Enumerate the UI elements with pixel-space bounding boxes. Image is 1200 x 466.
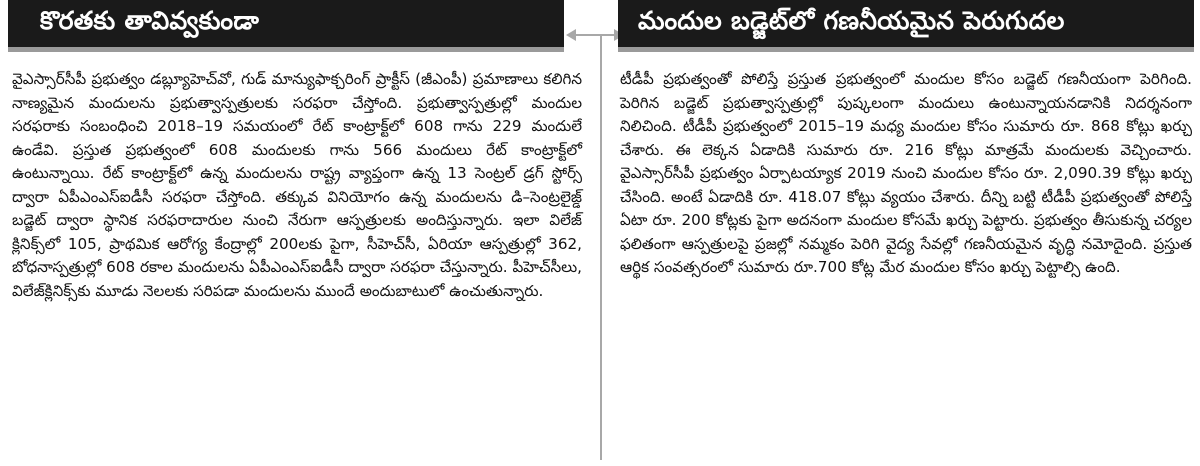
left-article-header [8,0,564,52]
arrow-left-icon [566,29,576,41]
column-divider [600,36,602,460]
left-article-body: వైఎస్సార్‌సీపీ ప్రభుత్వం డబ్ల్యూహెచ్‌వో, గుడ్ మాన్యుఫాక్చరింగ్ ప్రాక్టీస్ (జీఎంపీ) ప్రమాణాలు కలిగిన నాణ్యమైన మందులను ప్రభుత్వాస్పత్రులకు సరఫరా చేస్తోంది. ప్రభుత్వాస్పత్రుల్లో మందుల సరఫరాకు సంబంధించి 2018–19 సమయంలో రేట్ కాంట్రాక్ట్‌లో 608 గాను 229 మందులే ఉండేవి. ప్రస్తుత ప్రభుత్వంలో 608 మందులకు గాను 566 మందులు రేట్ కాంట్రాక్ట్‌లో ఉంటున్నాయి. రేట్ కాంట్రాక్ట్‌లో ఉన్న మందులను రాష్ట్ర వ్యాప్తంగా ఉన్న 13 సెంట్రల్ డ్రగ్ స్టోర్స్ ద్వారా ఏపీఎంఎస్ఐడీసీ సరఫరా చేస్తోంది. తక్కువ వినియోగం ఉన్న మందులను డి–సెంట్రలైజ్డ్ బడ్జెట్ ద్వారా స్థానిక సరఫరాదారుల నుంచి నేరుగా ఆస్పత్రులకు అందిస్తున్నారు. ఇలా విలేజ్ క్లినిక్స్‌లో 105, ప్రాథమిక ఆరోగ్య కేంద్రాల్లో 200లకు పైగా, సీహెచ్‌సీ, ఏరియా ఆస్పత్రుల్లో 362, బోధనాస్పత్రుల్లో 608 రకాల మందులను ఏపీఎంఎస్ఐడీసీ ద్వారా సరఫరా చేస్తున్నారు. పీహెచ్‌సీలు, విలేజ్‌క్లినిక్స్‌కు మూడు నెలలకు సరిపడా మందులను ముందే అందుబాటులో ఉంచుతున్నారు. [12,70,582,300]
right-article [618,0,1194,280]
right-article-heading: మందుల బడ్జెట్‌లో గణనీయమైన పెరుగుదల [638,5,1065,35]
left-article [8,0,586,303]
left-article-heading: కొరతకు తావివ్వకుండా [40,5,260,35]
right-article-body: టీడీపీ ప్రభుత్వంతో పోలిస్తే ప్రస్తుత ప్రభుత్వంలో మందుల కోసం బడ్జెట్ గణనీయంగా పెరిగింది. పెరిగిన బడ్జెట్ ప్రభుత్వాస్పత్రుల్లో పుష్కలంగా మందులు ఉంటున్నాయనడానికి నిదర్శనంగా నిలిచింది. టీడీపీ ప్రభుత్వంలో 2015–19 మధ్య మందుల కోసం సుమారు రూ. 868 కోట్లు ఖర్చు చేశారు. ఈ లెక్కన ఏడాదికి సుమారు రూ. 216 కోట్లు మాత్రమే మందులకు వెచ్చించారు. వైఎస్సార్‌సీపీ ప్రభుత్వం ఏర్పాటయ్యాక 2019 నుంచి మందుల కోసం రూ. 2,090.39 కోట్లు ఖర్చు చేసింది. అంటే ఏడాదికి రూ. 418.07 కోట్లు వ్యయం చేశారు. దీన్ని బట్టి టీడీపీ ప్రభుత్వంతో పోలిస్తే ఏటా రూ. 200 కోట్లకు పైగా అదనంగా మందుల కోసమే ఖర్చు పెట్టారు. ప్రభుత్వం తీసుకున్న చర్యల ఫలితంగా ఆస్పత్రులపై ప్రజల్లో నమ్మకం పెరిగి వైద్య సేవల్లో గణనీయమైన వృద్ధి నమోదైంది. ప్రస్తుత ఆర్థిక సంవత్సరంలో సుమారు రూ.700 కోట్ల మేర మందుల కోసం ఖర్చు పెట్టాల్సి ఉంది. [620,70,1192,276]
connector-line-left [574,34,601,36]
right-article-header [618,0,1194,52]
